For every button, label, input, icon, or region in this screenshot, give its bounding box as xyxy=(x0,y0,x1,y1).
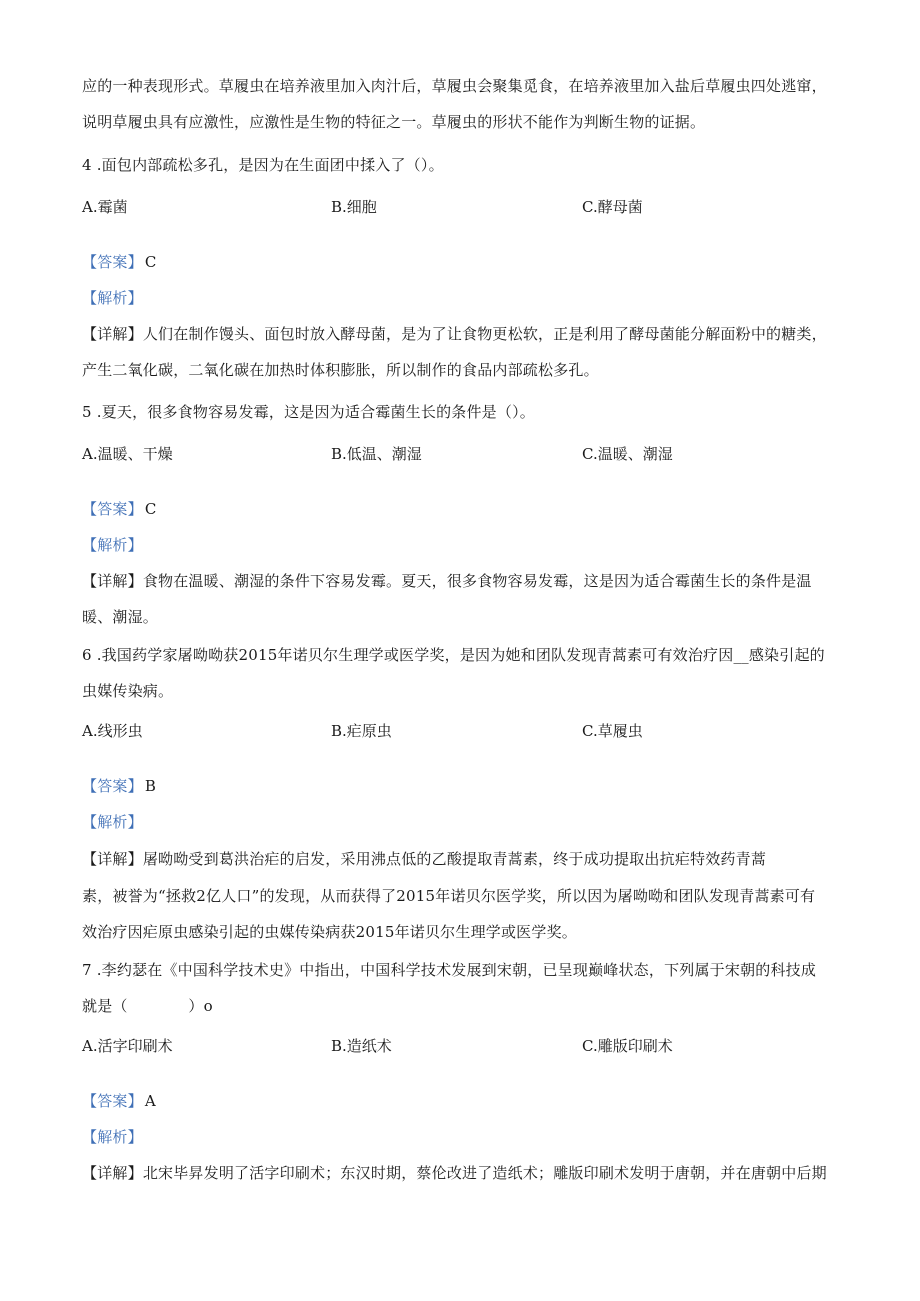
question-6-analysis xyxy=(82,811,842,833)
question-6-option-c: C.草履虫 xyxy=(582,722,643,740)
question-5-answer xyxy=(82,498,842,520)
question-7-option-a: A.活字印刷术 xyxy=(82,1037,173,1055)
answer-value: C xyxy=(144,500,157,518)
answer-label: 【答案】 xyxy=(82,253,143,271)
analysis-label: 【解析】 xyxy=(82,1128,143,1146)
question-4-option-b: B.细胞 xyxy=(331,198,377,216)
question-4-detail-2: 产生二氧化碳，二氧化碳在加热时体积膨胀，所以制作的食品内部疏松多孔。 xyxy=(82,361,599,379)
question-4-detail-1 xyxy=(82,323,842,345)
detail-text: 人们在制作馒头、面包时放入酵母菌，是为了让食物更松软，正是利用了酵母菌能分解面粉中的糖类， xyxy=(142,325,827,343)
answer-label: 【答案】 xyxy=(82,500,143,518)
question-6-answer xyxy=(82,775,842,797)
answer-label: 【答案】 xyxy=(82,777,143,795)
question-5-stem: 5 .夏天，很多食物容易发霉，这是因为适合霉菌生长的条件是（）。 xyxy=(82,403,535,421)
question-4-option-c: C.酵母菌 xyxy=(582,198,643,216)
intro-line-2: 说明草履虫具有应激性，应激性是生物的特征之一。草履虫的形状不能作为判断生物的证据。 xyxy=(82,113,706,131)
question-6-option-a: A.线形虫 xyxy=(82,722,143,740)
question-6-detail-3: 效治疗因疟原虫感染引起的虫媒传染病获2015年诺贝尔生理学或医学奖。 xyxy=(82,923,577,941)
question-7-detail-1 xyxy=(82,1162,842,1184)
question-7-stem-2: 就是（ ）o xyxy=(82,997,213,1015)
answer-value: B xyxy=(144,777,157,795)
detail-text: 北宋毕昇发明了活字印刷术；东汉时期，蔡伦改进了造纸术；雕版印刷术发明于唐朝，并在唐朝中后期 xyxy=(142,1164,827,1182)
question-5-option-a: A.温暖、干燥 xyxy=(82,445,173,463)
question-5-option-c: C.温暖、潮湿 xyxy=(582,445,673,463)
question-6-detail-1 xyxy=(82,848,842,870)
question-6-stem-1: 6 .我国药学家屠呦呦获2015年诺贝尔生理学或医学奖，是因为她和团队发现青蒿素可有效治疗因__感染引起的 xyxy=(82,646,825,664)
question-6-option-b: B.疟原虫 xyxy=(331,722,392,740)
detail-text: 屠呦呦受到葛洪治疟的启发，采用沸点低的乙酸提取青蒿素，终于成功提取出抗疟特效药青蒿 xyxy=(142,850,767,868)
intro-line-1: 应的一种表现形式。草履虫在培养液里加入肉汁后，草履虫会聚集觅食，在培养液里加入盐后草履虫四处逃窜， xyxy=(82,77,827,95)
analysis-label: 【解析】 xyxy=(82,813,143,831)
detail-label: 【详解】 xyxy=(82,325,143,343)
question-6-stem-2: 虫媒传染病。 xyxy=(82,682,174,700)
question-7-option-c: C.雕版印刷术 xyxy=(582,1037,673,1055)
question-7-stem-1: 7 .李约瑟在《中国科学技术史》中指出，中国科学技术发展到宋朝，已呈现巅峰状态，下列属于宋朝的科技成 xyxy=(82,961,817,979)
analysis-label: 【解析】 xyxy=(82,536,143,554)
detail-label: 【详解】 xyxy=(82,1164,143,1182)
question-7-option-b: B.造纸术 xyxy=(331,1037,392,1055)
question-4-answer xyxy=(82,251,842,273)
answer-value: C xyxy=(144,253,157,271)
detail-label: 【详解】 xyxy=(82,850,143,868)
question-5-detail-2: 暖、潮湿。 xyxy=(82,608,159,626)
answer-label: 【答案】 xyxy=(82,1092,143,1110)
question-5-detail-1 xyxy=(82,570,842,592)
question-5-analysis xyxy=(82,534,842,556)
answer-value: A xyxy=(144,1092,156,1110)
question-4-analysis xyxy=(82,287,842,309)
question-6-detail-2: 素，被誉为“拯救2亿人口”的发现，从而获得了2015年诺贝尔医学奖，所以因为屠呦呦和团队发现青蒿素可有 xyxy=(82,887,816,905)
question-4-stem: 4 .面包内部疏松多孔，是因为在生面团中揉入了（）。 xyxy=(82,156,444,174)
question-4-option-a: A.霉菌 xyxy=(82,198,128,216)
question-7-analysis xyxy=(82,1126,842,1148)
detail-label: 【详解】 xyxy=(82,572,143,590)
question-5-option-b: B.低温、潮湿 xyxy=(331,445,422,463)
analysis-label: 【解析】 xyxy=(82,289,143,307)
question-7-answer xyxy=(82,1090,842,1112)
detail-text: 食物在温暖、潮湿的条件下容易发霉。夏天，很多食物容易发霉，这是因为适合霉菌生长的条件是温 xyxy=(142,572,812,590)
